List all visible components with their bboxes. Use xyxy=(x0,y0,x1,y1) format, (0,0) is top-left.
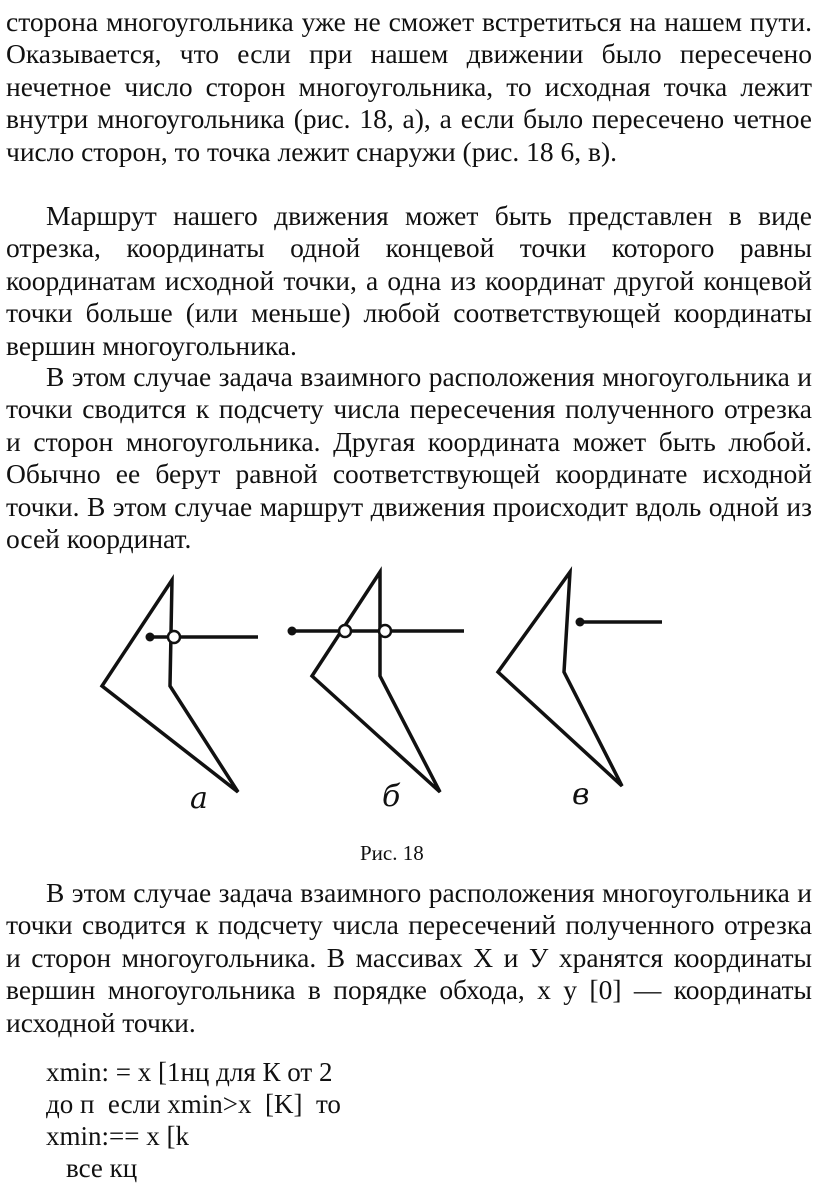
figure-label-v: в xyxy=(572,777,590,812)
code-line-3: xmin:== x [k xyxy=(46,1121,189,1151)
paragraph-1: сторона многоугольника уже не сможет встретиться на нашем пути. Оказывается, что если при нашем движении было пересечено нечетное число сторон многоугольника, то исходная точка лежит внутри многоугольника (рис. 18, а), а если было пересечено четное число сторон, то точка лежит снаружи (рис. 18 6, в). xyxy=(6,6,812,167)
polygon-v xyxy=(498,572,622,786)
code-line-2: до п если xmin>x [K] то xyxy=(46,1089,341,1119)
figure-label-b: б xyxy=(382,779,401,814)
intersection-b-1 xyxy=(339,625,351,637)
start-point-b xyxy=(288,627,297,636)
figure-18 xyxy=(90,560,710,830)
figure-caption: Рис. 18 xyxy=(360,841,424,865)
polygon-a xyxy=(102,580,238,792)
figure-label-a: а xyxy=(190,781,208,816)
polygon-b xyxy=(312,572,440,792)
intersection-a-1 xyxy=(168,631,180,643)
start-point-a xyxy=(146,633,155,642)
start-point-v xyxy=(576,618,585,627)
paragraph-4: В этом случае задача взаимного расположения многоугольника и точки сводится к подсчету числа пересечений полученного отрезка и сторон многоугольника. В массивах X и У хранятся координаты вершин многоугольника в порядке обхода, х у [0] — координаты исходной точки. xyxy=(6,877,812,1038)
code-line-1: xmin: = x [1нц для К от 2 xyxy=(46,1057,333,1087)
intersection-b-2 xyxy=(379,625,391,637)
paragraph-3: В этом случае задача взаимного расположения многоугольника и точки сводится к подсчету числа пересечения полученного отрезка и сторон многоугольника. Другая координата может быть любой. Обычно ее берут равной соответствующей координате исходной точки. В этом случае маршрут движения происходит вдоль одной из осей координат. xyxy=(6,361,812,555)
code-line-4: все кц xyxy=(66,1153,138,1183)
paragraph-2: Маршрут нашего движения может быть представлен в виде отрезка, координаты одной концевой точки которого равны координатам исходной точки, а одна из координат другой концевой точки больше (или меньше) любой соответствующей координаты вершин многоугольника. xyxy=(6,200,812,361)
